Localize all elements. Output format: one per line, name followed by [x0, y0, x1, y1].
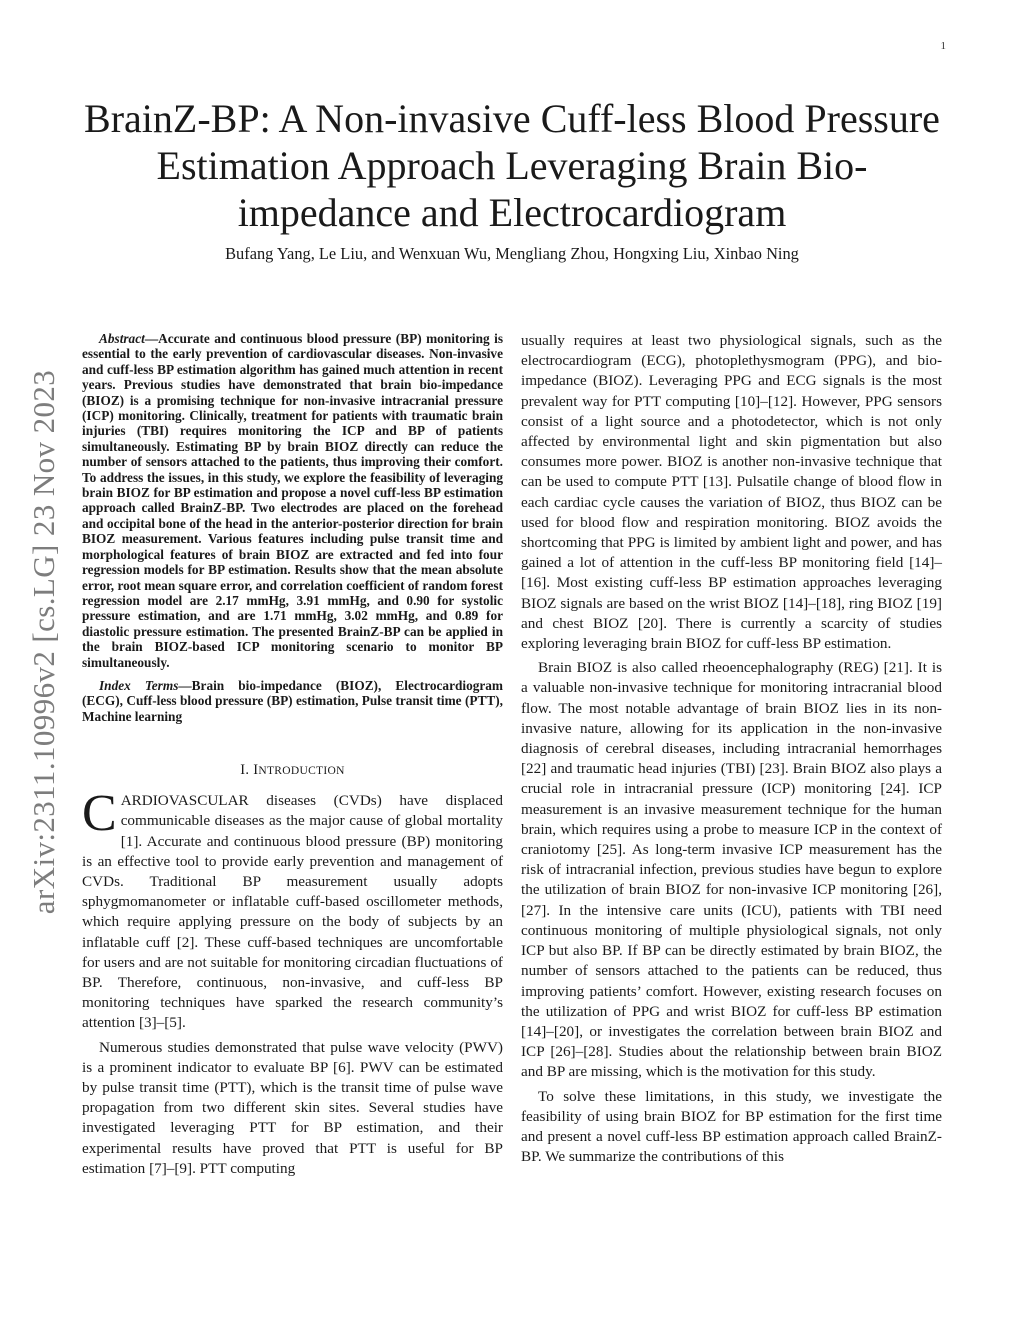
paper-title: BrainZ-BP: A Non-invasive Cuff-less Blood Pressure Estimation Approach Leveraging Brain Bio-impedance and Electrocardiogram [84, 96, 940, 235]
abstract-label: Abstract [99, 331, 145, 346]
drop-cap: C [82, 785, 117, 843]
left-column [82, 331, 503, 1179]
intro-paragraph-1 [82, 785, 503, 1033]
section-heading-prefix: I. I [240, 762, 259, 779]
right-column [521, 331, 942, 1167]
section-heading-smallcaps: NTRODUCTION [258, 765, 345, 778]
index-terms-label: Index Terms [99, 677, 179, 693]
right-paragraph-2: Brain BIOZ is also called rheoencephalography (REG) [21]. It is a valuable non-invasive technique for monitoring intracranial blood flow. The most notable advantage of brain BIOZ lies in its non-invasive nature, allowing for its application in the non-invasive diagnosis of cerebral diseases, including intracranial hemorrhages [22] and traumatic head injuries (TBI) [23]. Brain BIOZ also plays a crucial role in intracranial pressure (ICP) monitoring [24]. ICP measurement is an invasive measurement technique for the human brain, which requires using a probe to measure ICP in the context of craniotomy [25]. As long-term invasive ICP measurement has the risk of intracranial infection, previous studies have begun to explore the utilization of brain BIOZ for non-invasive ICP monitoring [26], [27]. In the intensive care units (ICU), patients with TBI need continuous monitoring of multiple physiological signals, not only ICP but also BP. If BP can be directly estimated by brain BIOZ, the number of sensors attached to the patients can be reduced, thus improving patients’ comfort. However, existing research focuses on the utilization of PPG and wrist BIOZ for cuff-less BP estimation [14]–[20], or investigates the correlation between brain BIOZ and ICP [26]–[28]. Studies about the relationship between brain BIOZ and BP are missing, which is the motivation for this study. [521, 659, 942, 1081]
intro-paragraph-1-text: ARDIOVASCULAR diseases (CVDs) have displaced communicable diseases as the major cause of global mortality [1]. Accurate and continuous blood pressure (BP) monitoring is an effective tool to provide early prevention and management of CVDs. Traditional BP measurement usually adopts sphygmomanometer or inflatable cuff-based oscillometer methods, which require applying pressure on the body of subjects by an inflatable cuff [2]. These cuff-based techniques are uncomfortable for users and are not suitable for monitoring circadian fluctuations of BP. Therefore, continuous, non-invasive, and cuff-less BP monitoring techniques have sparked the research community’s attention [3]–[5]. [82, 792, 503, 1032]
arxiv-identifier-text: arXiv:2311.10996v2 [cs.LG] 23 Nov 2023 [26, 369, 61, 915]
author-list: Bufang Yang, Le Liu, and Wenxuan Wu, Mengliang Zhou, Hongxing Liu, Xinbao Ning [225, 244, 799, 263]
index-terms-text: —Brain bio-impedance (BIOZ), Electrocardiogram (ECG), Cuff-less blood pressure (BP) estimation, Pulse transit time (PTT), Machine learning [82, 677, 503, 724]
right-paragraph-3: To solve these limitations, in this study, we investigate the feasibility of using brain BIOZ for BP estimation for the first time and present a novel cuff-less BP estimation approach called BrainZ-BP. We summarize the contributions of this [521, 1087, 942, 1166]
section-heading-introduction [82, 762, 503, 779]
intro-paragraph-2: Numerous studies demonstrated that pulse wave velocity (PWV) is a prominent indicator to evaluate BP [6]. PWV can be estimated by pulse transit time (PTT), which is the transit time of pulse wave propagation from two different skin sites. Several studies have investigated leveraging PTT for BP estimation, and their experimental results have proved that PTT is useful for BP estimation [7]–[9]. PTT computing [82, 1038, 503, 1177]
index-terms [82, 678, 503, 724]
page-number: 1 [940, 40, 946, 52]
abstract [82, 331, 503, 670]
abstract-text: —Accurate and continuous blood pressure (BP) monitoring is essential to the early prevention of cardiovascular diseases. Non-invasive and cuff-less BP estimation algorithm has gained much attention in recent years. Previous studies have demonstrated that brain bio-impedance (BIOZ) is a promising technique for non-invasive intracranial pressure (ICP) monitoring. Clinically, treatment for patients with traumatic brain injuries (TBI) requires monitoring the ICP and BP of patients simultaneously. Estimating BP by brain BIOZ directly can reduce the number of sensors attached to the patients, thus improving their comfort. To address the issues, in this study, we explore the feasibility of leveraging brain BIOZ for BP estimation and propose a novel cuff-less BP estimation approach called BrainZ-BP. Two electrodes are placed on the forehead and occipital bone of the head in the anterior-posterior direction for brain BIOZ measurement. Various features including pulse transit time and morphological features of brain BIOZ are extracted and fed into four regression models for BP estimation. Results show that the mean absolute error, root mean square error, and correlation coefficient of random forest regression model are 2.17 mmHg, 3.91 mmHg, and 0.90 for systolic pressure estimation, and are 1.71 mmHg, 3.02 mmHg, and 0.89 for diastolic pressure estimation. The presented BrainZ-BP can be applied in the brain BIOZ-based ICP monitoring scenario to monitor BP simultaneously. [82, 331, 503, 670]
right-paragraph-1: usually requires at least two physiological signals, such as the electrocardiogram (ECG), photoplethysmogram (PPG), and bio-impedance (BIOZ). Leveraging PPG and ECG signals is the most prevalent way for PTT computing [10]–[12]. However, PPG sensors consist of a light source and a photodetector, which is not only affected by environmental light and skin pigmentation but also consumes more power. BIOZ is another non-invasive technique that can be used to compute PTT [13]. Pulsatile change of blood flow in each cardiac cycle causes the variation of BIOZ, thus BIOZ can be used for blood flow and respiration monitoring. BIOZ avoids the shortcoming that PPG is limited by ambient light and power, and has gained a lot of attention in the cuff-less BP monitoring field [14]–[16]. Most existing cuff-less BP estimation approaches leveraging BIOZ signals are based on the wrist BIOZ [14]–[18], ring BIOZ [19] and chest BIOZ [20]. There is currently a scarcity of studies exploring leveraging brain BIOZ for cuff-less BP estimation. [521, 332, 942, 653]
